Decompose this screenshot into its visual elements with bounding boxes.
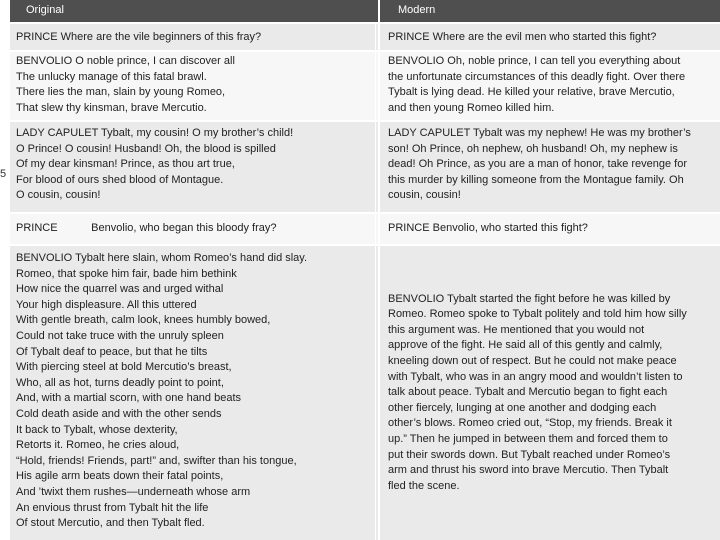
- original-line: Tybalt, my cousin! O my brother’s child! O Prince! O cousin! Husband! Oh, the blood is spilled Of my dear kinsman! Prince, as thou art true, For blood of ours shed blood of Montague. O cousin, cousin!: [16, 127, 294, 202]
- original-line: Tybalt here slain, whom Romeo’s hand did slay. Romeo, that spoke him fair, bade him bethink How nice the quarrel was and urged withal Your high displeasure. All this uttered With gentle breath, calm look, knees humbly bowed, Could not take truce with the unruly spleen Of Tybalt deaf to peace, but that he tilts With piercing steel at bold Mercutio’s breast, Who, all as hot, turns deadly point to point, And, with a martial scorn, with one hand beats Cold death aside and with the other sends It back to Tybalt, whose dexterity, Retorts it. Romeo, he cries aloud, “Hold, friends! Friends, part!” and, swifter than his tongue, His agile arm beats down their fatal points, And ’twixt them rushes—underneath whose arm An envious thrust from Tybalt hit the life Of stout Mercutio, and then Tybalt fled.: [16, 252, 308, 530]
- speaker-name: BENVOLIO: [388, 55, 445, 67]
- speaker-name: BENVOLIO: [388, 292, 445, 305]
- original-cell: [16, 214, 376, 244]
- speaker-name: PRINCE: [388, 31, 430, 43]
- translation-table: [10, 0, 720, 540]
- speaker-name: PRINCE: [388, 222, 430, 234]
- table-row: [10, 246, 720, 540]
- original-line: O noble prince, I can discover all The unlucky manage of this fatal brawl. There lies the man, slain by young Romeo, That slew thy kinsman, brave Mercutio.: [16, 55, 235, 114]
- modern-line: Benvolio, who started this fight?: [429, 222, 588, 234]
- table-row: [10, 214, 720, 244]
- modern-line: Oh, noble prince, I can tell you everything about the unfortunate circumstances of this deadly fight. Over there Tybalt is lying dead. He killed your relative, brave Mercutio, and then young Romeo killed him.: [388, 55, 686, 114]
- modern-cell: [388, 52, 720, 120]
- speaker-name: PRINCE: [16, 31, 58, 43]
- modern-cell: [388, 122, 720, 212]
- line-number: 5: [0, 168, 7, 180]
- left-gutter: [0, 0, 10, 540]
- modern-cell: [388, 246, 720, 540]
- original-line: Where are the vile beginners of this fray?: [57, 31, 262, 43]
- column-divider: [378, 22, 380, 540]
- original-line: Benvolio, who began this bloody fray?: [57, 222, 277, 234]
- table-row: [10, 122, 720, 212]
- original-cell: [16, 24, 376, 50]
- modern-cell: [388, 24, 720, 50]
- speaker-name: LADY CAPULET: [388, 127, 471, 139]
- speaker-name: LADY CAPULET: [16, 127, 99, 139]
- original-cell: [16, 52, 376, 120]
- header-original: Original: [10, 0, 378, 22]
- original-cell: [16, 246, 376, 540]
- modern-line: Tybalt started the fight before he was killed by Romeo. Romeo spoke to Tybalt politely and told him how silly this argument was. He mentioned that you would not approve of the fight. He said all of this gently and calmly, kneeling down out of respect. But he could not make peace with Tybalt, who was in an angry mood and wouldn’t listen to talk about peace. Tybalt and Mercutio began to fight each other fiercely, lunging at one another and dodging each other’s blows. Romeo cried out, “Stop, my friends. Break it up.” Then he jumped in between them and forced them to put their swords down. But Tybalt reached under Romeo’s arm and thrust his sword into brave Mercutio. Then Tybalt fled the scene.: [388, 292, 687, 492]
- table-row: [10, 52, 720, 120]
- modern-line: Where are the evil men who started this fight?: [429, 31, 657, 43]
- original-cell: [16, 122, 376, 212]
- modern-cell: [388, 214, 720, 244]
- modern-line: Tybalt was my nephew! He was my brother’s son! Oh Prince, oh nephew, oh husband! Oh, my nephew is dead! Oh Prince, as you are a man of honor, take revenge for this murder by killing someone from the Montague family. Oh cousin, cousin!: [388, 127, 691, 202]
- speaker-name: BENVOLIO: [16, 252, 73, 264]
- speaker-name: BENVOLIO: [16, 55, 73, 67]
- table-row: [10, 24, 720, 50]
- header-modern: Modern: [380, 0, 720, 22]
- speaker-name: PRINCE: [16, 222, 58, 234]
